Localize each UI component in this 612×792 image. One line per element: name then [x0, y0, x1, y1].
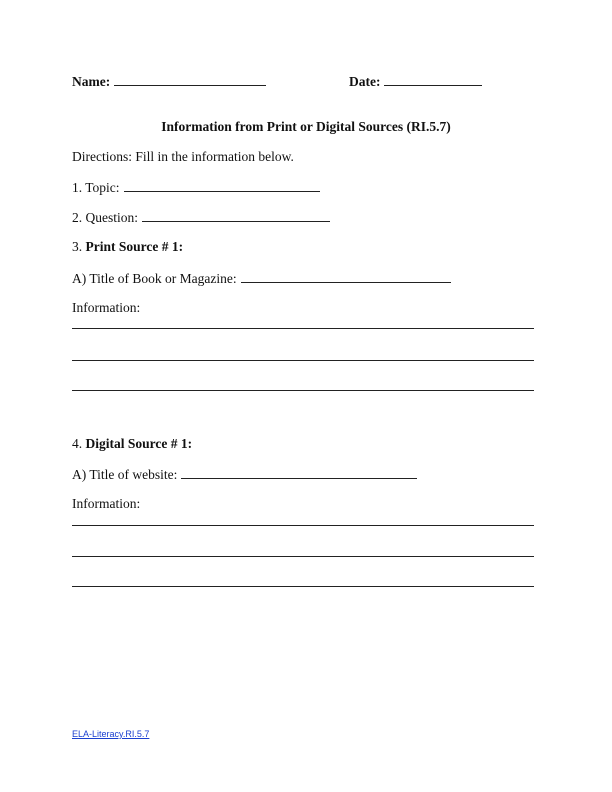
digital-information-label: Information:: [72, 496, 141, 511]
print-information-label: Information:: [72, 300, 141, 315]
digital-source-heading: [72, 436, 192, 452]
digital-info-line-3[interactable]: [72, 586, 534, 587]
name-field: [72, 73, 266, 90]
worksheet-title: Information from Print or Digital Sources (RI.5.7): [161, 119, 451, 134]
digital-info-line-1[interactable]: [72, 525, 534, 526]
question-field: [72, 209, 330, 226]
website-title-field: [72, 466, 417, 483]
print-source-heading: [72, 239, 183, 255]
print-info-line-2[interactable]: [72, 360, 534, 361]
print-source-title: Print Source # 1:: [85, 239, 184, 254]
date-label: Date:: [349, 74, 381, 89]
website-title-label: A) Title of website:: [72, 467, 178, 482]
name-blank[interactable]: [114, 73, 266, 86]
standard-link[interactable]: ELA-Literacy.RI.5.7: [72, 729, 150, 739]
question-blank[interactable]: [142, 209, 330, 222]
book-title-blank[interactable]: [241, 270, 451, 283]
date-blank[interactable]: [384, 73, 482, 86]
digital-info-line-2[interactable]: [72, 556, 534, 557]
topic-label: 1. Topic:: [72, 180, 120, 195]
book-title-field: [72, 270, 451, 287]
website-title-blank[interactable]: [181, 466, 417, 479]
name-label: Name:: [72, 74, 111, 89]
topic-blank[interactable]: [124, 179, 320, 192]
topic-field: [72, 179, 320, 196]
date-field: [349, 73, 482, 90]
print-info-line-1[interactable]: [72, 328, 534, 329]
digital-source-title: Digital Source # 1:: [85, 436, 193, 451]
directions-text: Directions: Fill in the information below.: [72, 149, 294, 164]
print-info-line-3[interactable]: [72, 390, 534, 391]
book-title-label: A) Title of Book or Magazine:: [72, 271, 237, 286]
digital-source-number: 4.: [72, 436, 83, 451]
print-source-number: 3.: [72, 239, 83, 254]
question-label: 2. Question:: [72, 210, 138, 225]
